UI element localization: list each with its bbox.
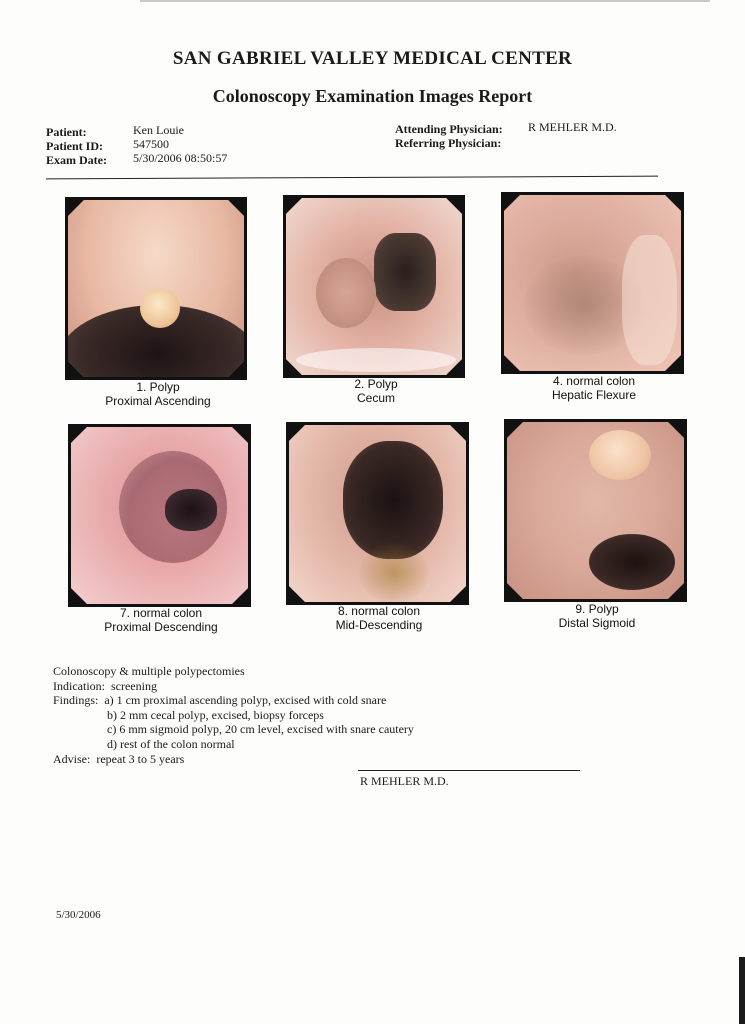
referring-physician-label: Referring Physician:	[395, 136, 502, 150]
endoscopy-image-7	[68, 424, 251, 607]
image-1-title: 1. Polyp	[136, 380, 180, 394]
image-2-caption	[276, 377, 476, 405]
image-7-location: Proximal Descending	[104, 620, 218, 634]
indication-value: screening	[110, 678, 157, 693]
patient-name-label: Patient:	[46, 125, 87, 139]
endoscopy-image-1	[65, 197, 247, 380]
advise-value: repeat 3 to 5 years	[96, 751, 185, 766]
indication-row	[53, 679, 414, 694]
signature-name: R MEHLER M.D.	[360, 774, 449, 788]
clinical-notes	[53, 664, 414, 766]
finding-item: a) 1 cm proximal ascending polyp, excised with cold snare	[104, 693, 387, 708]
image-8-location: Mid-Descending	[335, 618, 423, 632]
image-9-location: Distal Sigmoid	[558, 616, 636, 630]
institution-name: SAN GABRIEL VALLEY MEDICAL CENTER	[172, 48, 573, 69]
signature-line	[358, 770, 580, 771]
advise-label: Advise:	[53, 751, 91, 766]
report-title: Colonoscopy Examination Images Report	[212, 86, 533, 106]
image-9-caption	[497, 602, 697, 630]
image-4-location: Hepatic Flexure	[551, 388, 637, 402]
exam-date: 5/30/2006 08:50:57	[133, 151, 228, 165]
exam-date-label: Exam Date:	[46, 153, 107, 167]
indication-label: Indication:	[53, 678, 105, 693]
findings-label: Findings:	[53, 693, 99, 708]
image-7-caption	[61, 606, 261, 634]
header-divider	[46, 176, 658, 180]
image-2-title: 2. Polyp	[354, 377, 398, 391]
endoscopy-image-2	[283, 195, 465, 378]
image-7-title: 7. normal colon	[119, 606, 203, 620]
patient-id: 547500	[133, 137, 169, 151]
endoscopy-image-4	[501, 192, 684, 374]
scan-edge-mark	[739, 957, 745, 1024]
image-9-title: 9. Polyp	[575, 602, 619, 616]
image-8-caption	[279, 604, 479, 632]
patient-labels	[46, 125, 107, 167]
attending-physician-label: Attending Physician:	[395, 122, 503, 136]
footer-date: 5/30/2006	[56, 909, 101, 921]
endoscopy-image-8	[286, 422, 469, 605]
image-1-caption	[58, 380, 258, 408]
physician-values	[528, 120, 617, 134]
attending-physician: R MEHLER M.D.	[528, 120, 617, 134]
finding-item: b) 2 mm cecal polyp, excised, biopsy forceps	[107, 707, 324, 722]
image-4-caption	[494, 374, 694, 402]
findings-row	[53, 693, 414, 708]
image-8-title: 8. normal colon	[337, 604, 421, 618]
image-4-title: 4. normal colon	[552, 374, 636, 388]
procedure: Colonoscopy & multiple polypectomies	[53, 664, 245, 678]
patient-name: Ken Louie	[133, 123, 184, 137]
advise-row	[53, 752, 414, 767]
patient-id-label: Patient ID:	[46, 139, 103, 153]
image-2-location: Cecum	[356, 391, 395, 405]
scan-top-edge	[140, 0, 710, 2]
image-1-location: Proximal Ascending	[105, 394, 211, 408]
patient-values	[133, 123, 227, 165]
finding-item: d) rest of the colon normal	[107, 736, 235, 751]
endoscopy-image-9	[504, 419, 687, 602]
physician-labels	[395, 122, 503, 150]
finding-item: c) 6 mm sigmoid polyp, 20 cm level, excised with snare cautery	[107, 722, 414, 737]
